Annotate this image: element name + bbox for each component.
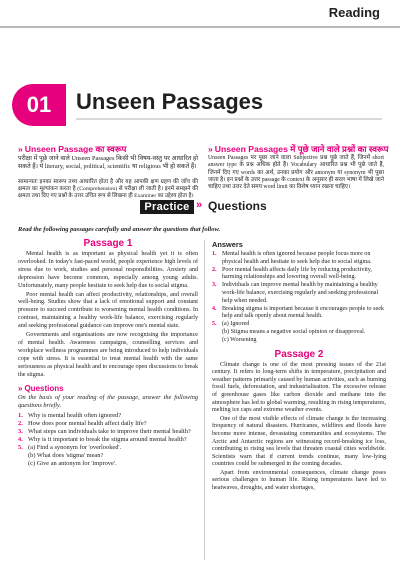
passage-2-paragraph: One of the most visible effects of climate change is the increasing frequency of natural disasters. Hurricanes, wildfires and floods have become more intense, devastating communities and ecosystems. The Arctic and Antarctic regions are witnessing record-breaking ice loss, contributing to rising sea levels that threaten coastal cities worldwide. Scientists warn that if current trends continue, many low-lying countries could be submerged in the coming decades. — [212, 415, 386, 468]
chapter-title: Unseen Passages — [76, 89, 264, 114]
list-item: 5. (a) Ignored — [212, 321, 250, 328]
intro-right-heading: » Unseen Passages में पूछे जाने वाले प्रश्नों का स्वरूप — [208, 144, 389, 154]
passage-2-paragraph: Apart from environmental consequences, climate change poses serious challenges to human life. Rising temperatures have led to heatwaves, droughts, and water shortages, — [212, 469, 386, 492]
list-item: 2. How does poor mental health affect daily life? — [18, 419, 147, 427]
instructions: Read the following passages carefully and answer the questions that follow. — [18, 226, 221, 233]
title-rule — [76, 118, 382, 120]
list-item: 5. (a) Find a synonym for 'overlooked'. — [18, 443, 122, 451]
header-rule — [0, 26, 400, 28]
double-chevron-icon: » — [208, 144, 213, 154]
answers-and-passage-2 — [212, 240, 386, 493]
intro-left-text: परीक्षा में पूछे जाने वाले Unseen Passages किसी भी विषय-वस्तु पर आधारित हो सकते हैं। ये literary, social, political, scientific या religious भी हो सकते हैं। — [18, 155, 198, 171]
list-item: 3. What steps can individuals take to improve their mental health? — [18, 427, 191, 435]
list-item: (b) What does 'stigma' mean? — [28, 451, 104, 459]
intro-right-text: Unseen Passages पर पूछा जाने वाला Subjective प्रश्न पूछे जाते हैं, जिनमें short answer type के प्रश्न अधिक होते हैं। Vocabulary आधारित प्रश्न भी पूछे जाते हैं, जिनमें दिए गए words का अर्थ, उनका प्रयोग और antonym या synonym भी पूछा जाता है। इन प्रश्नों के उत्तर passage के context के अनुसार ही सरल भाषा में लिखे जाने चाहिए तथा उत्तर देते समय word limit का विशेष ध्यान रखना चाहिए। — [208, 155, 384, 191]
list-item: 4. Breaking stigma is important because it encourages people to seek help and talk openly about mental health. — [212, 305, 384, 320]
practice-title: Questions — [208, 199, 267, 213]
column-divider — [204, 240, 205, 560]
passage-1 — [18, 238, 198, 468]
answer-list — [212, 251, 386, 345]
list-item: 3. Individuals can improve mental health by maintaining a healthy work-life balance, exercising regularly and seeking professional help when needed. — [212, 282, 379, 304]
passage-1-paragraph: Poor mental health can affect productivity, relationships, and overall well-being. Studies show that a lack of emotional support and constant pressure to succeed contribute to worsening mental health conditions. In contrast, maintaining a healthy work-life balance, exercising regularly and seeking professional guidance can improve one's mental state. — [18, 291, 198, 330]
questions-intro: On the basis of your reading of the passage, answer the following questions briefly. — [18, 393, 198, 409]
passage-2-paragraph: Climate change is one of the most pressing issues of the 21st century. It refers to long-term shifts in temperature, precipitation and weather patterns primarily caused by human activities, such as burning fossil fuels, deforestation, and industrialisation. The excessive release of greenhouse gases like carbon dioxide and methane into the atmosphere has led to global warming, resulting in rising temperatures, melting ice caps and extreme weather events. — [212, 361, 386, 414]
list-item: 1. Mental health is often ignored because people focus more on physical health and hesitate to seek help due to social stigma. — [212, 251, 372, 265]
list-item: (c) Give an antonym for 'improve'. — [28, 459, 117, 467]
running-head: Reading — [328, 5, 380, 20]
intro-left-text-2: सामान्यतः इनका स्वरूप तथ्य आधारित होता है और यह आपकी क्षण ग्रहण की जाँच की क्षमता का मूल्यांकन करता है (Comprehension) से परीक्षा ली जाती है। इनमें समझने की क्षमता तथा दिए गए प्रश्नों के उत्तर उचित रूप से लिखना ही Examiner का उद्देश्य होता है। — [18, 179, 198, 199]
list-item: 2. Poor mental health affects daily life by reducing productivity, harming relationships and lowering overall well-being. — [212, 266, 372, 281]
list-item: 1. Why is mental health often ignored? — [18, 411, 122, 419]
list-item: 4. Why is it important to break the stigma around mental health? — [18, 435, 187, 443]
double-chevron-icon: » — [196, 199, 203, 211]
answers-heading: Answers — [212, 240, 243, 249]
passage-1-paragraph: Governments and organisations are now recognising the importance of mental health. Awareness campaigns, counselling services and workplace wellness programmes are being introduced to help individuals cope with stress. It is essential to treat mental health with the same seriousness as physical health and to encourage open discussions to break the stigma. — [18, 332, 198, 378]
intro-left-heading: » Unseen Passage का स्वरूप — [18, 144, 127, 154]
passage-1-title: Passage 1 — [83, 238, 133, 249]
questions-heading: » Questions — [18, 383, 64, 393]
chapter-number-badge: 01 — [12, 84, 66, 126]
question-list — [18, 412, 198, 468]
list-item: (c) Worsening — [222, 336, 257, 343]
double-chevron-icon: » — [18, 144, 23, 154]
practice-label: Practice — [140, 200, 194, 214]
passage-2-title: Passage 2 — [274, 348, 324, 360]
double-chevron-icon: » — [18, 383, 23, 393]
passage-1-paragraph: Mental health is as important as physical health yet it is often overlooked. In today's fast-paced world, people experience high levels of stress due to work, studies and personal responsibilities. Anxiety and depression have become common, especially among young adults. Unfortunately, many people hesitate to seek help due to social stigma. — [18, 251, 198, 289]
list-item: (b) Stigma means a negative social opinion or disapproval. — [222, 328, 366, 335]
